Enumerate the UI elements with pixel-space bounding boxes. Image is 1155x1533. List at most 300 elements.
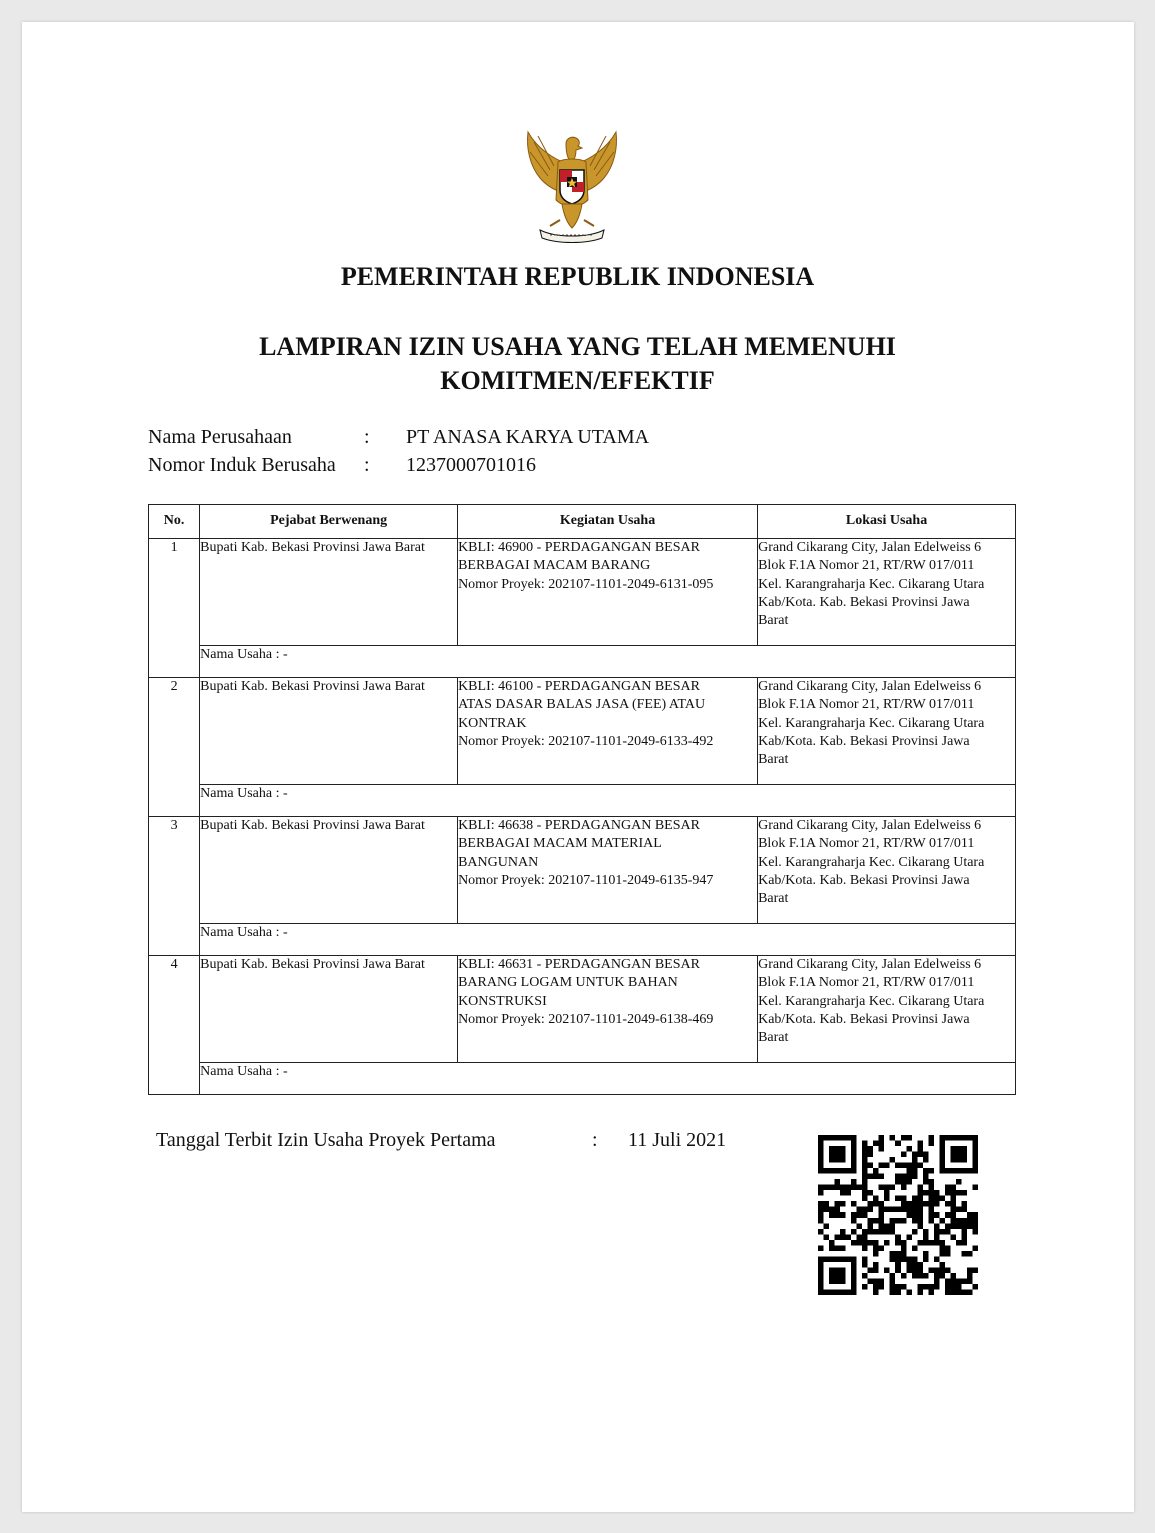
qr-module: [840, 1229, 846, 1235]
qr-module: [818, 1207, 824, 1213]
qr-module: [917, 1218, 923, 1224]
qr-module: [829, 1267, 835, 1273]
qr-module: [840, 1256, 846, 1262]
lokasi-cell: [758, 678, 1016, 785]
qr-module: [818, 1284, 824, 1290]
qr-module: [967, 1278, 973, 1284]
qr-module: [868, 1223, 874, 1229]
qr-module: [873, 1141, 879, 1147]
qr-module: [846, 1185, 852, 1191]
qr-module: [862, 1212, 868, 1218]
qr-module: [829, 1212, 835, 1218]
qr-module: [862, 1168, 868, 1174]
table-row: [149, 817, 1016, 924]
qr-module: [884, 1223, 890, 1229]
qr-module: [890, 1251, 896, 1257]
header-lokasi: Lokasi Usaha: [758, 505, 1016, 539]
qr-module: [879, 1229, 885, 1235]
qr-module: [829, 1157, 835, 1163]
qr-module: [824, 1201, 830, 1207]
qr-module: [884, 1267, 890, 1273]
qr-module: [818, 1152, 824, 1158]
qr-module: [879, 1174, 885, 1180]
qr-module: [972, 1218, 978, 1224]
qr-module: [917, 1190, 923, 1196]
qr-module: [961, 1251, 967, 1257]
qr-module: [923, 1157, 929, 1163]
qr-module: [835, 1157, 841, 1163]
qr-module: [912, 1245, 918, 1251]
qr-module: [967, 1223, 973, 1229]
pejabat-cell: Bupati Kab. Bekasi Provinsi Jawa Barat: [200, 539, 458, 646]
qr-module: [862, 1152, 868, 1158]
lokasi-line: Barat: [758, 891, 789, 907]
qr-module: [967, 1218, 973, 1224]
qr-module: [928, 1190, 934, 1196]
qr-module: [950, 1234, 956, 1240]
lokasi-line: Kel. Karangraharja Kec. Cikarang Utara: [758, 576, 985, 592]
row-number: 2: [149, 678, 200, 817]
qr-module: [829, 1289, 835, 1295]
qr-module: [928, 1212, 934, 1218]
qr-module: [956, 1168, 962, 1174]
qr-module: [818, 1256, 824, 1262]
qr-module: [840, 1152, 846, 1158]
qr-module: [950, 1196, 956, 1202]
qr-module: [835, 1201, 841, 1207]
qr-module: [956, 1157, 962, 1163]
qr-module: [862, 1185, 868, 1191]
qr-module: [923, 1179, 929, 1185]
qr-module: [851, 1267, 857, 1273]
qr-module: [961, 1234, 967, 1240]
lokasi-line: Kab/Kota. Kab. Bekasi Provinsi Jawa: [758, 872, 970, 888]
qr-module: [884, 1207, 890, 1213]
qr-module: [862, 1141, 868, 1147]
company-name-value: PT ANASA KARYA UTAMA: [406, 426, 650, 448]
qr-module: [956, 1223, 962, 1229]
qr-module: [879, 1135, 885, 1141]
qr-module: [824, 1207, 830, 1213]
qr-module: [961, 1218, 967, 1224]
qr-module: [851, 1212, 857, 1218]
qr-module: [950, 1201, 956, 1207]
qr-module: [901, 1207, 907, 1213]
qr-module: [873, 1196, 879, 1202]
lokasi-line: Kab/Kota. Kab. Bekasi Provinsi Jawa: [758, 733, 970, 749]
qr-module: [972, 1245, 978, 1251]
qr-module: [879, 1163, 885, 1169]
qr-module: [906, 1262, 912, 1268]
qr-module: [917, 1267, 923, 1273]
qr-module: [895, 1262, 901, 1268]
qr-module: [873, 1278, 879, 1284]
qr-module: [873, 1229, 879, 1235]
qr-module: [851, 1168, 857, 1174]
nib-label: Nomor Induk Berusaha: [148, 454, 336, 476]
qr-module: [972, 1163, 978, 1169]
document-title: [0, 330, 1155, 398]
qr-module: [873, 1245, 879, 1251]
qr-module: [906, 1267, 912, 1273]
qr-module: [950, 1152, 956, 1158]
qr-module: [829, 1146, 835, 1152]
qr-module: [906, 1168, 912, 1174]
qr-module: [851, 1179, 857, 1185]
qr-module: [906, 1234, 912, 1240]
qr-module: [928, 1185, 934, 1191]
qr-module: [835, 1212, 841, 1218]
qr-module: [939, 1135, 945, 1141]
qr-module: [829, 1278, 835, 1284]
qr-module: [840, 1267, 846, 1273]
qr-module: [884, 1163, 890, 1169]
lokasi-line: Kab/Kota. Kab. Bekasi Provinsi Jawa: [758, 594, 970, 610]
kegiatan-line: KBLI: 46631 - PERDAGANGAN BESAR: [458, 957, 700, 972]
qr-module: [862, 1234, 868, 1240]
qr-module: [840, 1245, 846, 1251]
nomor-proyek: Nomor Proyek: 202107-1101-2049-6135-947: [458, 872, 714, 888]
qr-module: [868, 1174, 874, 1180]
qr-module: [961, 1168, 967, 1174]
qr-module: [862, 1157, 868, 1163]
qr-module: [956, 1190, 962, 1196]
qr-module: [857, 1240, 863, 1246]
qr-module: [972, 1185, 978, 1191]
qr-module: [818, 1218, 824, 1224]
qr-module: [868, 1229, 874, 1235]
qr-module: [851, 1284, 857, 1290]
qr-module: [912, 1273, 918, 1279]
qr-module: [895, 1218, 901, 1224]
qr-module: [912, 1218, 918, 1224]
qr-module: [818, 1262, 824, 1268]
qr-module: [901, 1284, 907, 1290]
qr-module: [945, 1168, 951, 1174]
qr-module: [939, 1163, 945, 1169]
qr-module: [890, 1185, 896, 1191]
qr-module: [967, 1289, 973, 1295]
qr-module: [901, 1185, 907, 1191]
qr-module: [950, 1284, 956, 1290]
qr-module: [895, 1289, 901, 1295]
qr-module: [862, 1174, 868, 1180]
qr-module: [895, 1284, 901, 1290]
qr-module: [879, 1284, 885, 1290]
qr-module: [829, 1135, 835, 1141]
qr-module: [851, 1273, 857, 1279]
header-no: No.: [149, 505, 200, 539]
qr-module: [901, 1256, 907, 1262]
qr-module: [906, 1135, 912, 1141]
qr-module: [956, 1278, 962, 1284]
qr-module: [901, 1135, 907, 1141]
qr-module: [961, 1201, 967, 1207]
nib-colon: :: [364, 454, 370, 476]
lokasi-line: Kab/Kota. Kab. Bekasi Provinsi Jawa: [758, 1011, 970, 1027]
qr-module: [928, 1218, 934, 1224]
qr-module: [868, 1163, 874, 1169]
qr-module: [928, 1179, 934, 1185]
qr-module: [890, 1256, 896, 1262]
qr-module: [917, 1262, 923, 1268]
qr-module: [912, 1163, 918, 1169]
qr-module: [934, 1267, 940, 1273]
lokasi-cell: [758, 817, 1016, 924]
qr-module: [862, 1179, 868, 1185]
kegiatan-cell: [458, 817, 758, 924]
qr-module: [835, 1267, 841, 1273]
qr-module: [928, 1168, 934, 1174]
qr-module: [895, 1174, 901, 1180]
qr-module: [972, 1168, 978, 1174]
qr-module: [890, 1229, 896, 1235]
qr-module: [901, 1174, 907, 1180]
qr-module: [934, 1256, 940, 1262]
qr-module: [961, 1223, 967, 1229]
qr-module: [868, 1190, 874, 1196]
qr-module: [846, 1135, 852, 1141]
qr-module: [912, 1174, 918, 1180]
qr-module: [835, 1245, 841, 1251]
qr-module: [884, 1240, 890, 1246]
qr-module: [917, 1273, 923, 1279]
lokasi-line: Blok F.1A Nomor 21, RT/RW 017/011: [758, 975, 975, 991]
qr-module: [912, 1201, 918, 1207]
qr-module: [901, 1218, 907, 1224]
qr-module: [818, 1168, 824, 1174]
qr-module: [873, 1174, 879, 1180]
qr-module: [818, 1201, 824, 1207]
qr-module: [912, 1152, 918, 1158]
qr-module: [939, 1157, 945, 1163]
qr-module: [851, 1201, 857, 1207]
qr-module: [917, 1284, 923, 1290]
nama-usaha-row: [149, 1063, 1016, 1095]
qr-module: [840, 1212, 846, 1218]
qr-module: [851, 1135, 857, 1141]
qr-module: [956, 1218, 962, 1224]
qr-module: [890, 1223, 896, 1229]
qr-module: [873, 1284, 879, 1290]
kegiatan-line: BANGUNAN: [458, 854, 539, 870]
qr-module: [906, 1174, 912, 1180]
qr-module: [901, 1251, 907, 1257]
qr-module: [917, 1146, 923, 1152]
nama-usaha-row: [149, 785, 1016, 817]
lokasi-line: Kel. Karangraharja Kec. Cikarang Utara: [758, 854, 985, 870]
nama-usaha-row: [149, 924, 1016, 956]
qr-module: [923, 1190, 929, 1196]
qr-module: [846, 1190, 852, 1196]
qr-module: [890, 1273, 896, 1279]
qr-module: [890, 1207, 896, 1213]
qr-module: [901, 1196, 907, 1202]
kegiatan-line: KBLI: 46900 - PERDAGANGAN BESAR: [458, 540, 700, 555]
qr-module: [846, 1289, 852, 1295]
lokasi-line: Blok F.1A Nomor 21, RT/RW 017/011: [758, 558, 975, 574]
qr-module: [851, 1163, 857, 1169]
qr-module: [917, 1201, 923, 1207]
qr-module: [928, 1135, 934, 1141]
qr-module: [895, 1256, 901, 1262]
qr-module: [906, 1212, 912, 1218]
qr-module: [928, 1141, 934, 1147]
qr-module: [956, 1146, 962, 1152]
table-header-row: [149, 505, 1016, 539]
qr-module: [967, 1267, 973, 1273]
qr-module: [939, 1152, 945, 1158]
qr-module: [818, 1278, 824, 1284]
qr-module: [851, 1152, 857, 1158]
qr-module: [950, 1190, 956, 1196]
table-row: [149, 539, 1016, 646]
qr-module: [901, 1273, 907, 1279]
qr-module: [901, 1240, 907, 1246]
qr-module: [912, 1196, 918, 1202]
nama-usaha-cell: Nama Usaha : -: [200, 924, 1016, 956]
lokasi-line: Kel. Karangraharja Kec. Cikarang Utara: [758, 715, 985, 731]
qr-module: [912, 1256, 918, 1262]
lokasi-line: Barat: [758, 613, 789, 629]
qr-module: [862, 1262, 868, 1268]
qr-module: [928, 1207, 934, 1213]
qr-module: [818, 1267, 824, 1273]
qr-module: [950, 1289, 956, 1295]
qr-module: [840, 1190, 846, 1196]
kegiatan-line: BERBAGAI MACAM BARANG: [458, 558, 651, 574]
qr-module: [928, 1201, 934, 1207]
qr-module: [917, 1207, 923, 1213]
issue-date-colon: :: [592, 1129, 598, 1151]
qr-module: [829, 1185, 835, 1191]
qr-module: [890, 1218, 896, 1224]
qr-module: [879, 1141, 885, 1147]
qr-module: [972, 1284, 978, 1290]
nomor-proyek: Nomor Proyek: 202107-1101-2049-6133-492: [458, 733, 714, 749]
lokasi-line: Grand Cikarang City, Jalan Edelweiss 6: [758, 957, 982, 972]
kegiatan-line: KONTRAK: [458, 715, 527, 731]
qr-module: [967, 1212, 973, 1218]
qr-module: [934, 1212, 940, 1218]
qr-module: [879, 1218, 885, 1224]
qr-module: [862, 1163, 868, 1169]
qr-module: [835, 1289, 841, 1295]
qr-module: [873, 1267, 879, 1273]
qr-module: [862, 1273, 868, 1279]
qr-module: [939, 1240, 945, 1246]
qr-module: [835, 1146, 841, 1152]
qr-module: [939, 1168, 945, 1174]
qr-module: [862, 1240, 868, 1246]
nama-usaha-cell: Nama Usaha : -: [200, 785, 1016, 817]
qr-module: [873, 1168, 879, 1174]
qr-module: [884, 1190, 890, 1196]
qr-module: [917, 1141, 923, 1147]
qr-module: [818, 1135, 824, 1141]
qr-module: [895, 1196, 901, 1202]
qr-module: [824, 1135, 830, 1141]
document-title-line-2: KOMITMEN/EFEKTIF: [440, 366, 715, 395]
company-name-colon: :: [364, 426, 370, 448]
qr-module: [945, 1278, 951, 1284]
qr-module: [950, 1157, 956, 1163]
nama-usaha-cell: Nama Usaha : -: [200, 1063, 1016, 1095]
qr-module: [851, 1262, 857, 1268]
qr-module: [873, 1240, 879, 1246]
qr-module: [824, 1256, 830, 1262]
pejabat-cell: Bupati Kab. Bekasi Provinsi Jawa Barat: [200, 817, 458, 924]
qr-module: [934, 1284, 940, 1290]
qr-module: [901, 1152, 907, 1158]
qr-module: [961, 1240, 967, 1246]
qr-module: [939, 1196, 945, 1202]
issue-date-value: 11 Juli 2021: [628, 1129, 727, 1151]
qr-module: [928, 1267, 934, 1273]
qr-module: [928, 1289, 934, 1295]
qr-module: [945, 1201, 951, 1207]
qr-code: [818, 1135, 978, 1295]
qr-module: [857, 1185, 863, 1191]
qr-module: [912, 1207, 918, 1213]
qr-module: [862, 1256, 868, 1262]
qr-module: [851, 1185, 857, 1191]
nomor-proyek: Nomor Proyek: 202107-1101-2049-6131-095: [458, 576, 714, 592]
qr-module: [829, 1152, 835, 1158]
qr-module: [961, 1152, 967, 1158]
qr-module: [912, 1212, 918, 1218]
qr-module: [950, 1273, 956, 1279]
qr-module: [879, 1278, 885, 1284]
qr-module: [901, 1201, 907, 1207]
qr-module: [818, 1141, 824, 1147]
qr-module: [956, 1207, 962, 1213]
row-number: 3: [149, 817, 200, 956]
qr-module: [950, 1223, 956, 1229]
qr-module: [939, 1267, 945, 1273]
qr-module: [851, 1289, 857, 1295]
qr-module: [873, 1251, 879, 1257]
qr-module: [846, 1234, 852, 1240]
qr-module: [923, 1229, 929, 1235]
kegiatan-line: ATAS DASAR BALAS JASA (FEE) ATAU: [458, 697, 706, 713]
qr-module: [879, 1212, 885, 1218]
qr-module: [890, 1157, 896, 1163]
qr-module: [835, 1278, 841, 1284]
qr-module: [934, 1223, 940, 1229]
qr-module: [818, 1273, 824, 1279]
qr-module: [906, 1163, 912, 1169]
qr-module: [851, 1229, 857, 1235]
lokasi-line: Blok F.1A Nomor 21, RT/RW 017/011: [758, 697, 975, 713]
nama-usaha-row: [149, 646, 1016, 678]
qr-module: [961, 1289, 967, 1295]
lokasi-line: Grand Cikarang City, Jalan Edelweiss 6: [758, 540, 982, 555]
kegiatan-line: BARANG LOGAM UNTUK BAHAN: [458, 975, 678, 991]
qr-module: [818, 1289, 824, 1295]
kegiatan-line: KBLI: 46100 - PERDAGANGAN BESAR: [458, 679, 700, 694]
qr-module: [835, 1152, 841, 1158]
company-name-label: Nama Perusahaan: [148, 426, 292, 448]
qr-module: [857, 1212, 863, 1218]
qr-module: [818, 1185, 824, 1191]
qr-module: [939, 1218, 945, 1224]
qr-module: [912, 1168, 918, 1174]
qr-module: [906, 1256, 912, 1262]
qr-module: [917, 1212, 923, 1218]
qr-module: [945, 1135, 951, 1141]
qr-module: [939, 1229, 945, 1235]
